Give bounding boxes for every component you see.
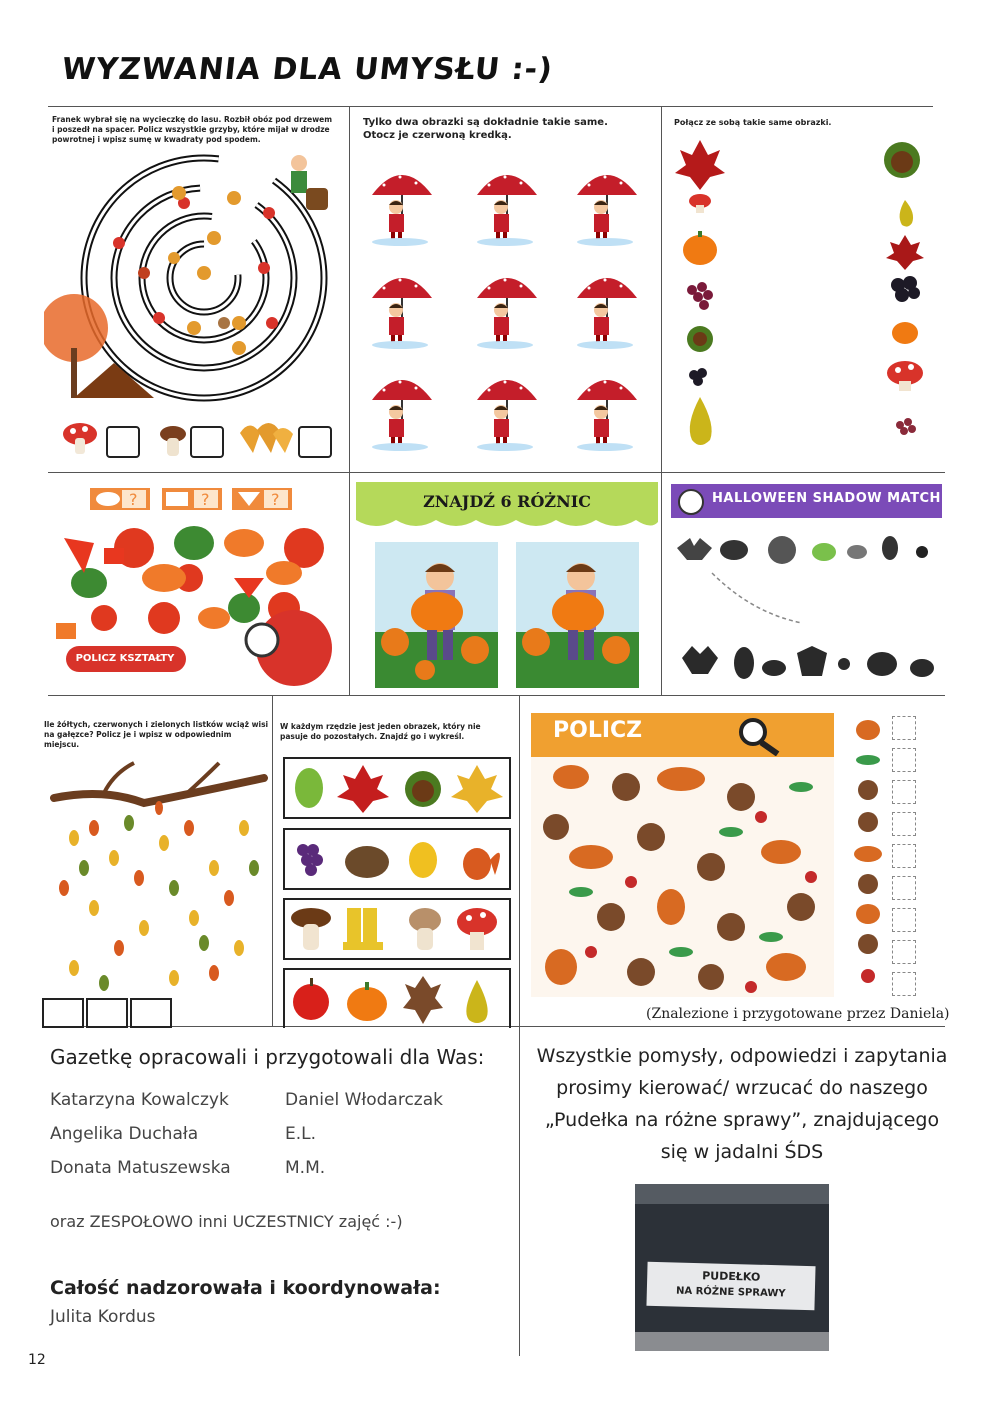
odd-row-mushrooms[interactable] <box>283 898 511 960</box>
chanterelle-count-box[interactable] <box>298 426 332 458</box>
maple-leaf-icon <box>675 140 725 190</box>
differences-image-right <box>516 542 639 688</box>
green-leaf-count-box[interactable] <box>130 998 172 1028</box>
shadow-header: HALLOWEEN SHADOW MATCH <box>712 491 941 506</box>
boletus-icon <box>158 424 188 458</box>
chanterelle-icon <box>235 418 295 458</box>
odd-instruction: W każdym rzędzie jest jeden obrazek, który nie pasuje do pozostałych. Znajdź go i wykreśl. <box>280 722 481 741</box>
credits-heading: Gazetkę opracowali i przygotowali dla Was: <box>50 1045 485 1069</box>
supervisor-heading: Całość nadzorowała i koordynowała: <box>50 1277 441 1299</box>
credits-name-left-1: Katarzyna Kowalczyk <box>50 1090 229 1110</box>
count-legend-icons <box>848 714 888 994</box>
suggestion-box-label: PUDEŁKO NA RÓŻNE SPRAWY <box>646 1262 815 1310</box>
divider <box>48 695 945 696</box>
suggestion-box-photo <box>635 1184 829 1351</box>
divider <box>272 696 273 1026</box>
count-answer-column[interactable] <box>892 716 916 992</box>
count-header: POLICZ <box>553 718 643 743</box>
umbrella-girls-grid <box>360 160 655 460</box>
count-animals-illustration <box>531 757 834 997</box>
page-number: 12 <box>28 1352 46 1368</box>
maze-instruction: Franek wybrał się na wycieczkę do lasu. Rozbił obóz pod drzewem i poszedł na spacer. Policz wszystkie grzyby, które mijał w drodze powrotnej i wpisz sumę w kwadraty pod spodem. <box>52 115 333 144</box>
credits-name-left-2: Angelika Duchała <box>50 1124 199 1144</box>
divider <box>48 472 945 473</box>
svg-text:?: ? <box>271 490 280 509</box>
odd-row-leaves[interactable] <box>283 757 511 819</box>
differences-image-left <box>375 542 498 688</box>
yellow-leaf-count-box[interactable] <box>42 998 84 1028</box>
boletus-count-box[interactable] <box>190 426 224 458</box>
odd-row-fruit[interactable] <box>283 968 511 1028</box>
match-instruction: Połącz ze sobą takie same obrazki. <box>674 118 832 127</box>
credits-name-right-1: Daniel Włodarczak <box>285 1090 443 1110</box>
credits-team-line: oraz ZESPOŁOWO inni UCZESTNICY zajęć :-) <box>50 1212 403 1231</box>
leaves-instruction: Ile żółtych, czerwonych i zielonych listków wciąż wisi na gałęzce? Policz je i wpisz w odpowiednim miejscu. <box>44 720 269 749</box>
mushroom-icon <box>60 418 100 458</box>
magnifier-icon <box>735 716 785 756</box>
credits-name-right-2: E.L. <box>285 1124 317 1144</box>
page-title: WYZWANIA DLA UMYSŁU :-) <box>60 52 555 87</box>
contact-message: Wszystkie pomysły, odpowiedzi i zapytania prosimy kierować/ wrzucać do naszego „Pudełka na różne sprawy”, znajdującego się w jadalni ŚDS <box>536 1045 948 1163</box>
divider <box>48 106 933 107</box>
umbrella-instruction: Tylko dwa obrazki są dokładnie takie same. Otocz je czerwoną kredką. <box>363 117 608 141</box>
divider <box>661 106 662 696</box>
odd-row-animals[interactable] <box>283 828 511 890</box>
match-pictures <box>670 135 940 455</box>
shapes-legend <box>88 486 298 512</box>
mushroom-count-box[interactable] <box>106 426 140 458</box>
source-note: (Znalezione i przygotowane przez Daniela) <box>646 1006 950 1022</box>
divider <box>349 106 350 696</box>
shapes-label: POLICZ KSZTAŁTY <box>75 653 175 664</box>
supervisor-name: Julita Kordus <box>50 1307 156 1327</box>
svg-text:?: ? <box>129 490 138 509</box>
leaves-branch-illustration <box>44 748 269 998</box>
shadow-logo-icon <box>678 489 704 515</box>
shadow-animals <box>672 528 942 690</box>
red-leaf-count-box[interactable] <box>86 998 128 1028</box>
credits-name-left-3: Donata Matuszewska <box>50 1158 231 1178</box>
credits-name-right-3: M.M. <box>285 1158 326 1178</box>
differences-header: ZNAJDŹ 6 RÓŻNIC <box>423 492 591 511</box>
svg-text:?: ? <box>201 490 210 509</box>
